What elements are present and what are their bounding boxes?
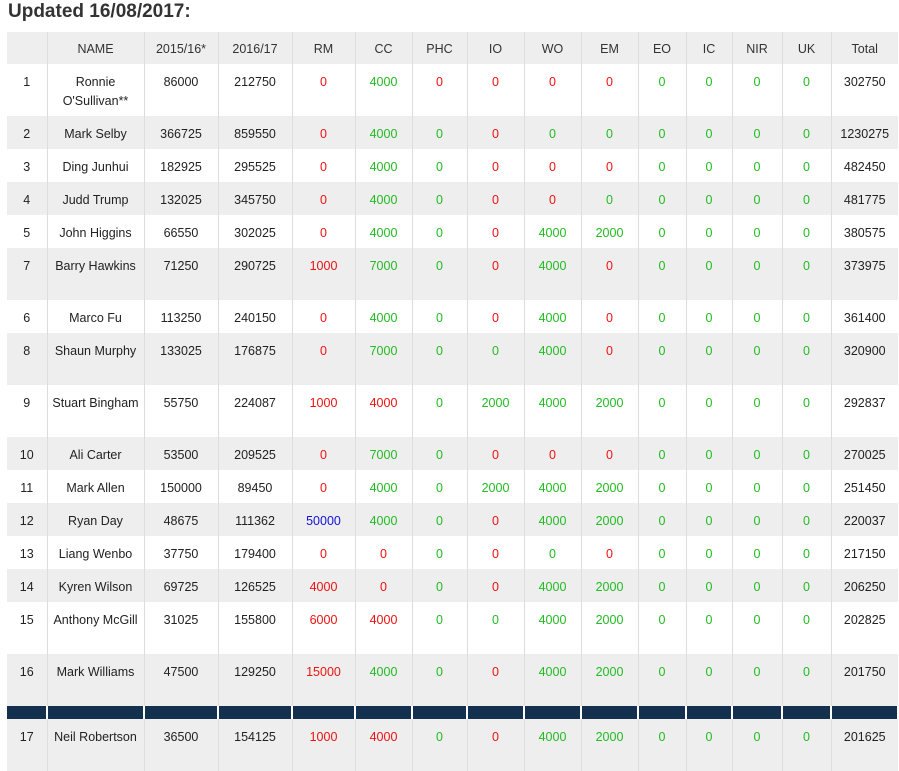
em-cell: 2000 (581, 569, 638, 602)
rank-cell: 7 (7, 248, 47, 300)
points-2015-16-cell: 86000 (144, 64, 218, 116)
rm-cell: 1000 (292, 385, 355, 437)
io-cell: 0 (467, 333, 524, 385)
points-2016-17-cell: 209525 (218, 437, 292, 470)
rm-cell: 1000 (292, 248, 355, 300)
player-name-cell: Ali Carter (47, 437, 144, 470)
phc-cell: 0 (412, 470, 467, 503)
ic-cell: 0 (686, 437, 732, 470)
cc-cell: 0 (355, 536, 412, 569)
col-header-nir: NIR (732, 32, 782, 64)
ic-cell: 0 (686, 503, 732, 536)
rank-cell: 16 (7, 654, 47, 706)
points-2015-16-cell: 69725 (144, 569, 218, 602)
ic-cell: 0 (686, 333, 732, 385)
phc-cell: 0 (412, 300, 467, 333)
nir-cell: 0 (732, 300, 782, 333)
eo-cell: 0 (638, 654, 686, 706)
cc-cell: 4000 (355, 654, 412, 706)
points-2015-16-cell: 48675 (144, 503, 218, 536)
points-2016-17-cell: 212750 (218, 64, 292, 116)
points-2016-17-cell: 129250 (218, 654, 292, 706)
player-name-cell: Ryan Day (47, 503, 144, 536)
phc-cell: 0 (412, 215, 467, 248)
eo-cell: 0 (638, 437, 686, 470)
table-row (7, 182, 898, 215)
points-2016-17-cell: 179400 (218, 536, 292, 569)
rankings-table (7, 32, 899, 771)
cc-cell: 7000 (355, 248, 412, 300)
col-header-2016-17: 2016/17 (218, 32, 292, 64)
em-cell: 2000 (581, 470, 638, 503)
ic-cell: 0 (686, 64, 732, 116)
wo-cell: 4000 (524, 300, 581, 333)
uk-cell: 0 (782, 333, 831, 385)
io-cell: 0 (467, 536, 524, 569)
rm-cell: 0 (292, 333, 355, 385)
rm-cell: 0 (292, 116, 355, 149)
io-cell: 0 (467, 437, 524, 470)
eo-cell: 0 (638, 470, 686, 503)
header-row (7, 32, 898, 64)
table-row (7, 385, 898, 437)
cc-cell: 4000 (355, 385, 412, 437)
player-name-cell: Ding Junhui (47, 149, 144, 182)
points-2015-16-cell: 37750 (144, 536, 218, 569)
points-2015-16-cell: 66550 (144, 215, 218, 248)
uk-cell: 0 (782, 385, 831, 437)
wo-cell: 0 (524, 64, 581, 116)
nir-cell: 0 (732, 536, 782, 569)
cc-cell: 4000 (355, 182, 412, 215)
points-2016-17-cell: 224087 (218, 385, 292, 437)
player-name-cell: Ronnie O'Sullivan** (47, 64, 144, 116)
table-row (7, 569, 898, 602)
rank-cell: 6 (7, 300, 47, 333)
points-2015-16-cell: 71250 (144, 248, 218, 300)
points-2015-16-cell: 366725 (144, 116, 218, 149)
nir-cell: 0 (732, 654, 782, 706)
points-2015-16-cell: 55750 (144, 385, 218, 437)
points-2016-17-cell: 345750 (218, 182, 292, 215)
total-cell: 202825 (843, 613, 886, 627)
ic-cell: 0 (686, 116, 732, 149)
phc-cell: 0 (412, 719, 467, 771)
rank-cell: 1 (7, 64, 47, 116)
rank-cell: 9 (7, 385, 47, 437)
col-header-ic: IC (686, 32, 732, 64)
rm-cell: 0 (292, 182, 355, 215)
rank-cell: 13 (7, 536, 47, 569)
phc-cell: 0 (412, 333, 467, 385)
total-cell: 373975 (843, 259, 886, 273)
points-2016-17-cell: 154125 (218, 719, 292, 771)
io-cell: 0 (467, 248, 524, 300)
io-cell: 0 (467, 215, 524, 248)
wo-cell: 4000 (524, 654, 581, 706)
phc-cell: 0 (412, 149, 467, 182)
total-cell: 320900 (843, 344, 886, 358)
nir-cell: 0 (732, 182, 782, 215)
col-header-wo: WO (524, 32, 581, 64)
rm-cell: 15000 (292, 654, 355, 706)
rm-cell: 6000 (292, 602, 355, 654)
rm-cell: 50000 (292, 503, 355, 536)
points-2015-16-cell: 47500 (144, 654, 218, 706)
io-cell: 0 (467, 149, 524, 182)
cc-cell: 7000 (355, 333, 412, 385)
wo-cell: 4000 (524, 470, 581, 503)
wo-cell: 0 (524, 536, 581, 569)
table-row (7, 300, 898, 333)
points-2016-17-cell: 295525 (218, 149, 292, 182)
col-header-eo: EO (638, 32, 686, 64)
uk-cell: 0 (782, 437, 831, 470)
player-name-cell: Judd Trump (47, 182, 144, 215)
wo-cell: 0 (524, 149, 581, 182)
player-name-cell: Mark Williams (47, 654, 144, 706)
uk-cell: 0 (782, 300, 831, 333)
table-row (7, 116, 898, 149)
io-cell: 0 (467, 719, 524, 771)
wo-cell: 4000 (524, 215, 581, 248)
eo-cell: 0 (638, 602, 686, 654)
nir-cell: 0 (732, 503, 782, 536)
ic-cell: 0 (686, 149, 732, 182)
ic-cell: 0 (686, 215, 732, 248)
nir-cell: 0 (732, 602, 782, 654)
uk-cell: 0 (782, 503, 831, 536)
points-2016-17-cell: 89450 (218, 470, 292, 503)
ic-cell: 0 (686, 654, 732, 706)
player-name-cell: John Higgins (47, 215, 144, 248)
ic-cell: 0 (686, 470, 732, 503)
col-header-em: EM (581, 32, 638, 64)
points-2016-17-cell: 859550 (218, 116, 292, 149)
uk-cell: 0 (782, 182, 831, 215)
io-cell: 0 (467, 182, 524, 215)
cc-cell: 4000 (355, 602, 412, 654)
eo-cell: 0 (638, 116, 686, 149)
rank-cell: 5 (7, 215, 47, 248)
em-cell: 2000 (581, 654, 638, 706)
rm-cell: 0 (292, 536, 355, 569)
total-cell: 292837 (843, 396, 886, 410)
rank-cell: 3 (7, 149, 47, 182)
total-cell: 361400 (843, 311, 886, 325)
eo-cell: 0 (638, 149, 686, 182)
table-row (7, 333, 898, 385)
points-2015-16-cell: 182925 (144, 149, 218, 182)
points-2016-17-cell: 176875 (218, 333, 292, 385)
points-2015-16-cell: 133025 (144, 333, 218, 385)
col-header-rank (7, 32, 47, 64)
player-name-cell: Anthony McGill (47, 602, 144, 654)
em-cell: 0 (581, 116, 638, 149)
points-2015-16-cell: 113250 (144, 300, 218, 333)
eo-cell: 0 (638, 536, 686, 569)
table-row (7, 470, 898, 503)
table-row (7, 536, 898, 569)
ic-cell: 0 (686, 248, 732, 300)
points-2015-16-cell: 53500 (144, 437, 218, 470)
em-cell: 0 (581, 536, 638, 569)
phc-cell: 0 (412, 385, 467, 437)
total-cell: 481775 (843, 193, 886, 207)
rank-cell: 2 (7, 116, 47, 149)
points-2015-16-cell: 36500 (144, 719, 218, 771)
em-cell: 0 (581, 333, 638, 385)
uk-cell: 0 (782, 215, 831, 248)
points-2015-16-cell: 31025 (144, 602, 218, 654)
em-cell: 2000 (581, 719, 638, 771)
rm-cell: 0 (292, 470, 355, 503)
uk-cell: 0 (782, 719, 831, 771)
eo-cell: 0 (638, 248, 686, 300)
rank-cell: 4 (7, 182, 47, 215)
phc-cell: 0 (412, 503, 467, 536)
io-cell: 0 (467, 64, 524, 116)
cc-cell: 4000 (355, 470, 412, 503)
nir-cell: 0 (732, 64, 782, 116)
nir-cell: 0 (732, 470, 782, 503)
cc-cell: 4000 (355, 503, 412, 536)
col-header-total: Total (831, 32, 898, 64)
io-cell: 0 (467, 569, 524, 602)
em-cell: 0 (581, 182, 638, 215)
phc-cell: 0 (412, 569, 467, 602)
wo-cell: 0 (524, 437, 581, 470)
player-name-cell: Marco Fu (47, 300, 144, 333)
em-cell: 0 (581, 64, 638, 116)
rank-cell: 17 (7, 719, 47, 771)
eo-cell: 0 (638, 215, 686, 248)
cc-cell: 4000 (355, 215, 412, 248)
rm-cell: 0 (292, 300, 355, 333)
uk-cell: 0 (782, 248, 831, 300)
phc-cell: 0 (412, 64, 467, 116)
table-row (7, 64, 898, 116)
rank-cell: 12 (7, 503, 47, 536)
col-header-phc: PHC (412, 32, 467, 64)
points-2016-17-cell: 302025 (218, 215, 292, 248)
uk-cell: 0 (782, 470, 831, 503)
col-header-rm: RM (292, 32, 355, 64)
wo-cell: 4000 (524, 385, 581, 437)
cutoff-divider (7, 706, 898, 719)
nir-cell: 0 (732, 385, 782, 437)
eo-cell: 0 (638, 64, 686, 116)
eo-cell: 0 (638, 569, 686, 602)
em-cell: 0 (581, 300, 638, 333)
ic-cell: 0 (686, 719, 732, 771)
phc-cell: 0 (412, 437, 467, 470)
points-2016-17-cell: 155800 (218, 602, 292, 654)
total-cell: 217150 (843, 547, 886, 561)
total-cell: 302750 (843, 75, 886, 89)
uk-cell: 0 (782, 569, 831, 602)
table-row (7, 503, 898, 536)
points-2016-17-cell: 240150 (218, 300, 292, 333)
col-header-uk: UK (782, 32, 831, 64)
io-cell: 0 (467, 300, 524, 333)
uk-cell: 0 (782, 149, 831, 182)
eo-cell: 0 (638, 503, 686, 536)
col-header-2015-16: 2015/16* (144, 32, 218, 64)
total-cell: 220037 (843, 514, 886, 528)
em-cell: 2000 (581, 503, 638, 536)
total-cell: 482450 (843, 160, 886, 174)
rm-cell: 0 (292, 437, 355, 470)
table-row (7, 248, 898, 300)
player-name-cell: Stuart Bingham (47, 385, 144, 437)
player-name-cell: Mark Selby (47, 116, 144, 149)
wo-cell: 4000 (524, 602, 581, 654)
table-row (7, 437, 898, 470)
points-2016-17-cell: 111362 (218, 503, 292, 536)
eo-cell: 0 (638, 300, 686, 333)
uk-cell: 0 (782, 64, 831, 116)
wo-cell: 0 (524, 182, 581, 215)
io-cell: 2000 (467, 470, 524, 503)
io-cell: 0 (467, 654, 524, 706)
points-2015-16-cell: 150000 (144, 470, 218, 503)
points-2016-17-cell: 126525 (218, 569, 292, 602)
points-2015-16-cell: 132025 (144, 182, 218, 215)
rank-cell: 10 (7, 437, 47, 470)
player-name-cell: Mark Allen (47, 470, 144, 503)
total-cell: 1230275 (840, 127, 890, 141)
ic-cell: 0 (686, 602, 732, 654)
total-cell: 206250 (843, 580, 886, 594)
cc-cell: 4000 (355, 300, 412, 333)
player-name-cell: Liang Wenbo (47, 536, 144, 569)
eo-cell: 0 (638, 719, 686, 771)
uk-cell: 0 (782, 536, 831, 569)
phc-cell: 0 (412, 248, 467, 300)
em-cell: 2000 (581, 385, 638, 437)
points-2016-17-cell: 290725 (218, 248, 292, 300)
phc-cell: 0 (412, 182, 467, 215)
rm-cell: 4000 (292, 569, 355, 602)
rank-cell: 14 (7, 569, 47, 602)
rm-cell: 1000 (292, 719, 355, 771)
cc-cell: 0 (355, 569, 412, 602)
uk-cell: 0 (782, 654, 831, 706)
cc-cell: 7000 (355, 437, 412, 470)
nir-cell: 0 (732, 215, 782, 248)
table-row (7, 719, 898, 771)
player-name-cell: Barry Hawkins (47, 248, 144, 300)
io-cell: 0 (467, 503, 524, 536)
rank-cell: 15 (7, 602, 47, 654)
em-cell: 0 (581, 149, 638, 182)
ic-cell: 0 (686, 569, 732, 602)
cc-cell: 4000 (355, 149, 412, 182)
wo-cell: 4000 (524, 569, 581, 602)
wo-cell: 4000 (524, 719, 581, 771)
col-header-cc: CC (355, 32, 412, 64)
table-row (7, 654, 898, 706)
total-cell: 201750 (843, 665, 886, 679)
nir-cell: 0 (732, 333, 782, 385)
col-header-name: NAME (47, 32, 144, 64)
total-cell: 251450 (843, 481, 886, 495)
player-name-cell: Shaun Murphy (47, 333, 144, 385)
rm-cell: 0 (292, 215, 355, 248)
ic-cell: 0 (686, 300, 732, 333)
total-cell: 270025 (843, 448, 886, 462)
page-title: Updated 16/08/2017: (8, 1, 191, 22)
uk-cell: 0 (782, 116, 831, 149)
nir-cell: 0 (732, 116, 782, 149)
phc-cell: 0 (412, 602, 467, 654)
wo-cell: 4000 (524, 333, 581, 385)
player-name-cell: Neil Robertson (47, 719, 144, 771)
phc-cell: 0 (412, 116, 467, 149)
ic-cell: 0 (686, 536, 732, 569)
total-cell: 201625 (843, 730, 886, 744)
nir-cell: 0 (732, 149, 782, 182)
rm-cell: 0 (292, 149, 355, 182)
nir-cell: 0 (732, 248, 782, 300)
total-cell: 380575 (843, 226, 886, 240)
cc-cell: 4000 (355, 719, 412, 771)
uk-cell: 0 (782, 602, 831, 654)
io-cell: 0 (467, 116, 524, 149)
rank-cell: 8 (7, 333, 47, 385)
wo-cell: 4000 (524, 503, 581, 536)
rm-cell: 0 (292, 64, 355, 116)
nir-cell: 0 (732, 569, 782, 602)
nir-cell: 0 (732, 437, 782, 470)
table-row (7, 602, 898, 654)
table-row (7, 149, 898, 182)
table-row (7, 215, 898, 248)
player-name-cell: Kyren Wilson (47, 569, 144, 602)
eo-cell: 0 (638, 385, 686, 437)
em-cell: 2000 (581, 215, 638, 248)
phc-cell: 0 (412, 654, 467, 706)
cc-cell: 4000 (355, 116, 412, 149)
rank-cell: 11 (7, 470, 47, 503)
em-cell: 0 (581, 248, 638, 300)
cc-cell: 4000 (355, 64, 412, 116)
eo-cell: 0 (638, 333, 686, 385)
wo-cell: 4000 (524, 248, 581, 300)
em-cell: 0 (581, 437, 638, 470)
col-header-io: IO (467, 32, 524, 64)
wo-cell: 0 (524, 116, 581, 149)
ic-cell: 0 (686, 385, 732, 437)
em-cell: 2000 (581, 602, 638, 654)
nir-cell: 0 (732, 719, 782, 771)
io-cell: 2000 (467, 385, 524, 437)
ic-cell: 0 (686, 182, 732, 215)
eo-cell: 0 (638, 182, 686, 215)
phc-cell: 0 (412, 536, 467, 569)
io-cell: 0 (467, 602, 524, 654)
